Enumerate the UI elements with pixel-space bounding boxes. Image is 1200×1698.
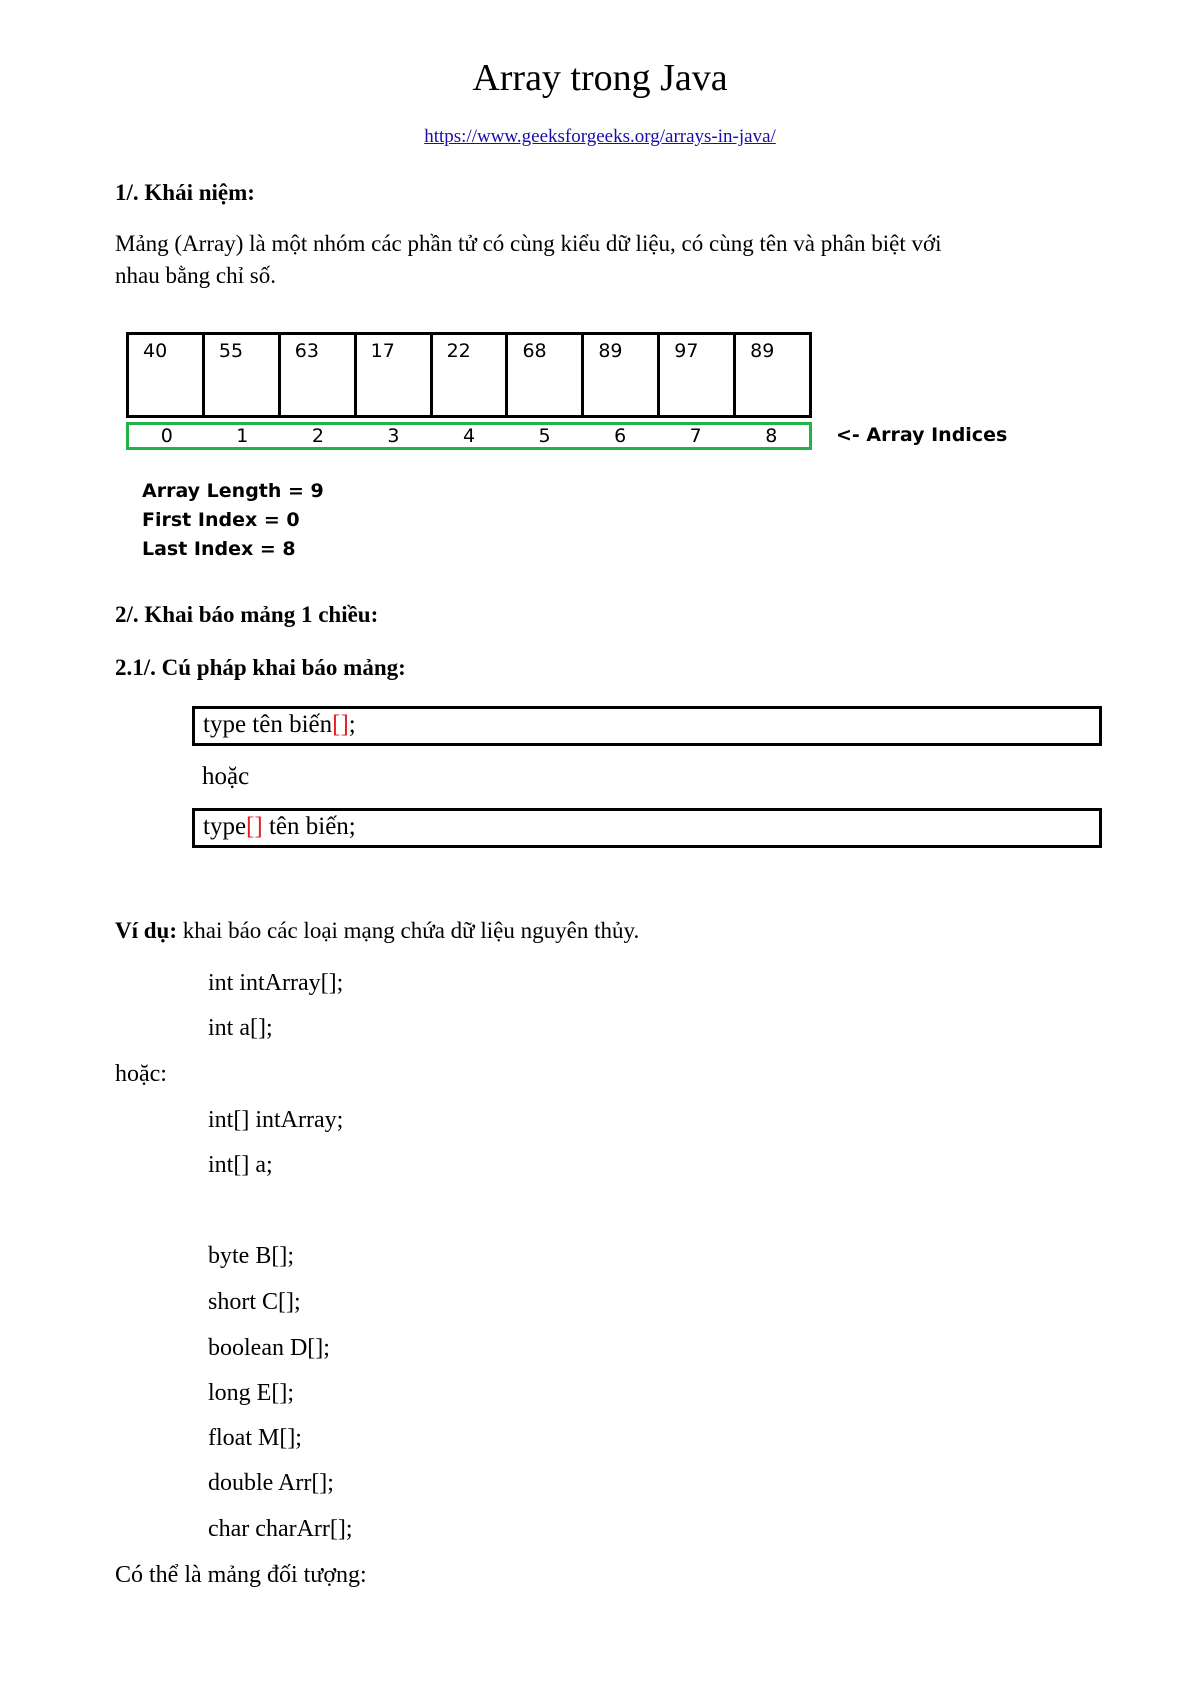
syntax2-part-a: type (203, 813, 247, 840)
example-label: Ví dụ: (115, 918, 177, 943)
syntax1-brackets: [] (332, 711, 349, 738)
code-line: int a[]; (208, 1015, 273, 1041)
syntax1-part-c: ; (348, 711, 356, 738)
final-line: Có thể là mảng đối tượng: (115, 1562, 367, 1588)
syntax1-part-a: type tên biến (203, 711, 333, 738)
array-index: 5 (538, 425, 551, 447)
code-line: boolean D[]; (208, 1335, 330, 1361)
array-index: 6 (614, 425, 627, 447)
section2-heading: 2/. Khai báo mảng 1 chiều: (115, 602, 379, 627)
array-index: 4 (462, 425, 476, 447)
code-line: int[] a; (208, 1152, 273, 1178)
example-line (115, 915, 639, 947)
section2-subheading: 2.1/. Cú pháp khai báo mảng: (115, 655, 406, 680)
array-cell: 63 (281, 335, 357, 415)
reference-link[interactable]: https://www.geeksforgeeks.org/arrays-in-java/ (424, 126, 776, 147)
syntax-or-text: hoặc (202, 763, 250, 790)
array-cell: 97 (660, 335, 736, 415)
syntax-box-2 (192, 808, 1102, 848)
syntax-box-1 (192, 706, 1102, 746)
code-line: short C[]; (208, 1289, 301, 1315)
syntax2-part-c: tên biến; (262, 813, 356, 840)
code-line: int intArray[]; (208, 970, 344, 996)
section1-para-line2: nhau bằng chỉ số. (115, 263, 276, 288)
code-line: char charArr[]; (208, 1516, 353, 1542)
array-indices (126, 422, 812, 450)
section1-heading: 1/. Khái niệm: (115, 180, 255, 205)
array-cell: 22 (433, 335, 509, 415)
code-line: byte B[]; (208, 1243, 294, 1269)
page-title: Array trong Java (472, 57, 728, 99)
or-text: hoặc: (115, 1061, 167, 1087)
indices-label: <- Array Indices (836, 424, 1008, 446)
code-line: double Arr[]; (208, 1470, 334, 1496)
last-index-text: Last Index = 8 (142, 538, 296, 560)
array-cell: 40 (129, 335, 205, 415)
array-index: 0 (160, 425, 173, 447)
section1-para-line1: Mảng (Array) là một nhóm các phần tử có cùng kiểu dữ liệu, có cùng tên và phân biệt với (115, 231, 942, 256)
code-line: long E[]; (208, 1380, 294, 1406)
array-index: 8 (765, 425, 778, 447)
array-length-text: Array Length = 9 (142, 480, 324, 502)
array-cell: 89 (750, 340, 775, 362)
first-index-text: First Index = 0 (142, 509, 300, 531)
array-cell: 55 (205, 335, 281, 415)
array-cell: 17 (357, 335, 433, 415)
reference-link-wrap (0, 126, 1200, 148)
array-cells (126, 332, 812, 418)
array-cell: 68 (508, 335, 584, 415)
array-index: 3 (387, 425, 400, 447)
array-index: 2 (311, 425, 324, 447)
array-cell: 89 (584, 335, 660, 415)
array-index: 7 (689, 425, 702, 447)
code-line: float M[]; (208, 1425, 302, 1451)
array-index: 1 (236, 425, 249, 447)
example-text: khai báo các loại mạng chứa dữ liệu nguyên thủy. (177, 918, 640, 943)
code-line: int[] intArray; (208, 1107, 344, 1133)
syntax2-brackets: [] (246, 813, 263, 840)
